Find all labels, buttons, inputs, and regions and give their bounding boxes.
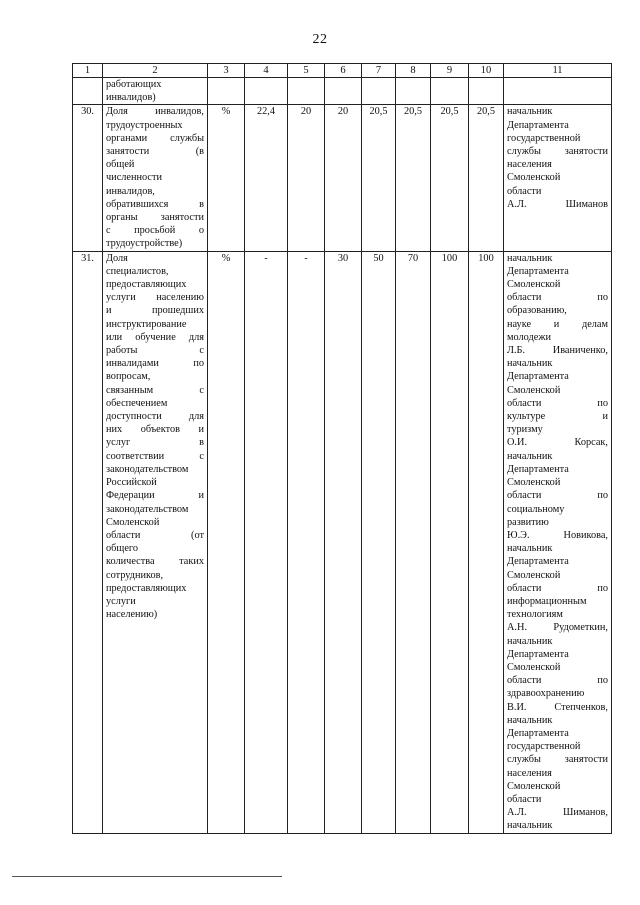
text-line: Смоленской (507, 279, 561, 291)
text-line: Доля инвалидов, (106, 106, 204, 118)
value-cell: - (245, 251, 288, 833)
text-line: соответствии с (106, 450, 204, 462)
text-line: Департамента (507, 265, 569, 277)
text-line: связанным с (106, 384, 204, 396)
column-header: 11 (504, 64, 612, 78)
text-line: Департамента (507, 727, 569, 739)
unit-cell: % (208, 251, 245, 833)
text-line: начальник (507, 106, 553, 118)
text-line: доступности для (106, 411, 204, 423)
text-line: сотрудников, (106, 569, 164, 581)
text-line: количества таких (106, 556, 204, 568)
value-cell: 22,4 (245, 105, 288, 251)
column-header: 3 (208, 64, 245, 78)
text-line: населению) (106, 609, 158, 621)
value-cell: 20,5 (469, 105, 504, 251)
column-header: 1 (73, 64, 103, 78)
text-line: области по (507, 582, 608, 594)
text-line: государственной (507, 132, 581, 144)
text-line: Департамента (507, 119, 569, 131)
table-row (73, 105, 612, 251)
value-cell: 20,5 (396, 105, 431, 251)
row-number: 30. (73, 105, 103, 251)
value-cell: 20,5 (431, 105, 469, 251)
unit-cell: % (208, 105, 245, 251)
text-line: законодательством (106, 503, 189, 515)
text-line: Департамента (507, 463, 569, 475)
text-line: трудоустроенных (106, 119, 183, 131)
value-cell: - (288, 251, 325, 833)
text-line: инвалидами по (106, 358, 204, 370)
column-header: 6 (325, 64, 362, 78)
text-line: органы занятости (106, 212, 204, 224)
text-line: технологиям (507, 609, 563, 621)
column-header: 8 (396, 64, 431, 78)
text-line: Ю.Э. Новикова, (507, 529, 608, 541)
text-line: области по (507, 675, 608, 687)
text-line: населения (507, 159, 552, 171)
text-line: населения (507, 767, 552, 779)
text-line: них объектов и (106, 424, 204, 436)
text-line: обратившихся в (106, 198, 204, 210)
text-line: законодательством (106, 463, 189, 475)
text-line: или обучение для (106, 331, 204, 343)
indicator-text (103, 105, 208, 251)
text-line: услуги населению (106, 292, 204, 304)
text-line: Федерации и (106, 490, 204, 502)
text-line: работы с (106, 345, 204, 357)
text-line: инвалидов) (106, 92, 156, 104)
text-line: информационным (507, 595, 587, 607)
text-line: услуг в (106, 437, 204, 449)
column-header: 9 (431, 64, 469, 78)
text-line: органами службы (106, 132, 204, 144)
text-line: области (507, 185, 542, 197)
value-cell: 20 (288, 105, 325, 251)
text-line: работающих (106, 79, 162, 90)
text-line: социальному (507, 503, 565, 515)
text-line: образованию, (507, 305, 567, 317)
continuation-row (73, 78, 612, 105)
text-line: культуре и (507, 411, 608, 423)
text-line: В.И. Степченков, (507, 701, 608, 713)
text-line: Смоленской (106, 516, 160, 528)
text-line: О.И. Корсак, (507, 437, 608, 449)
text-line: с просьбой о (106, 225, 204, 237)
value-cell: 20,5 (362, 105, 396, 251)
column-header: 10 (469, 64, 504, 78)
indicator-text (103, 251, 208, 833)
text-line: Смоленской (507, 569, 561, 581)
text-line: Смоленской (507, 172, 561, 184)
text-line: Департамента (507, 371, 569, 383)
text-line: Смоленской (507, 661, 561, 673)
text-line: инструктирование (106, 318, 187, 330)
text-line: Смоленской (507, 384, 561, 396)
footer-rule (12, 876, 282, 877)
text-line: науке и делам (507, 318, 608, 330)
text-line: специалистов, (106, 265, 169, 277)
text-line: вопросам, (106, 371, 151, 383)
column-header: 7 (362, 64, 396, 78)
page-number: 22 (312, 32, 328, 47)
value-cell: 30 (325, 251, 362, 833)
text-line: области по (507, 292, 608, 304)
indicator-text (103, 78, 208, 105)
text-line: начальник (507, 714, 553, 726)
text-line: и прошедших (106, 305, 204, 317)
text-line: занятости (в (106, 146, 204, 158)
text-line: обеспечением (106, 397, 168, 409)
text-line: трудоустройстве) (106, 238, 183, 250)
text-line: начальник (507, 252, 553, 264)
text-line: Департамента (507, 556, 569, 568)
text-line: Смоленской (507, 477, 561, 489)
text-line: государственной (507, 741, 581, 753)
text-line: Департамента (507, 648, 569, 660)
text-line: начальник (507, 450, 553, 462)
text-line: услуги (106, 595, 136, 607)
text-line: области (от (106, 529, 204, 541)
column-header: 5 (288, 64, 325, 78)
text-line: области по (507, 490, 608, 502)
text-line: численности (106, 172, 162, 184)
text-line: здравоохранению (507, 688, 585, 700)
value-cell: 70 (396, 251, 431, 833)
table-row (73, 251, 612, 833)
text-line: туризму (507, 424, 543, 436)
text-line: службы занятости (507, 754, 608, 766)
text-line: развитию (507, 516, 549, 528)
text-line: предоставляющих (106, 279, 187, 291)
row-number: 31. (73, 251, 103, 833)
text-line: начальник (507, 820, 553, 832)
text-line: области по (507, 397, 608, 409)
responsible-text (504, 251, 612, 833)
text-line: А.Л. Шиманов (507, 198, 608, 210)
value-cell: 100 (431, 251, 469, 833)
text-line: молодежи (507, 331, 551, 343)
column-number-row (73, 64, 612, 78)
value-cell: 50 (362, 251, 396, 833)
text-line: области (507, 793, 542, 805)
value-cell: 20 (325, 105, 362, 251)
text-line: Л.Б. Иваниченко, (507, 345, 608, 357)
text-line: А.Н. Рудометкин, (507, 622, 608, 634)
responsible-text (504, 105, 612, 251)
indicators-table (72, 63, 612, 834)
text-line: начальник (507, 543, 553, 555)
text-line: начальник (507, 358, 553, 370)
text-line: общей (106, 159, 135, 171)
column-header: 2 (103, 64, 208, 78)
text-line: предоставляющих (106, 582, 187, 594)
text-line: Российской (106, 477, 157, 489)
text-line: Доля (106, 252, 128, 264)
text-line: А.Л. Шиманов, (507, 807, 608, 819)
column-header: 4 (245, 64, 288, 78)
text-line: службы занятости (507, 146, 608, 158)
text-line: начальник (507, 635, 553, 647)
text-line: общего (106, 543, 139, 555)
text-line: инвалидов, (106, 185, 155, 197)
text-line: Смоленской (507, 780, 561, 792)
value-cell: 100 (469, 251, 504, 833)
